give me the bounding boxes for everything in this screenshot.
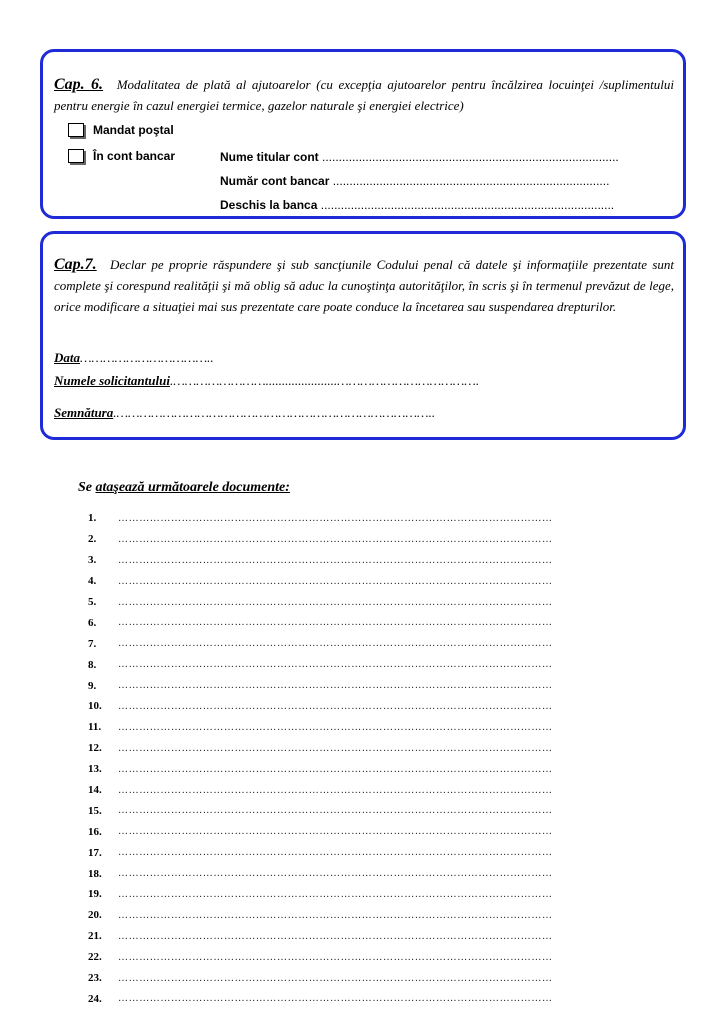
cap6-section	[40, 49, 686, 219]
attachments-title-underlined: ataşează următoarele documente:	[95, 480, 290, 495]
attachment-dots: ……………………………………………………………………………………………………………	[118, 617, 553, 629]
attachment-row[interactable]	[88, 884, 648, 905]
cap7-section	[40, 231, 686, 440]
attachment-row[interactable]	[88, 654, 648, 675]
attachment-row[interactable]	[88, 780, 648, 801]
attachment-number: 18.	[88, 867, 102, 880]
attachment-row[interactable]	[88, 905, 648, 926]
attachments-list	[88, 508, 648, 1009]
signature-label: Semnătura	[54, 405, 114, 420]
attachment-number: 1.	[88, 512, 97, 525]
attachment-number: 5.	[88, 596, 97, 608]
attachment-number: 12.	[88, 742, 102, 755]
attachment-dots: ……………………………………………………………………………………………………………	[118, 742, 553, 754]
attachment-dots: ……………………………………………………………………………………………………………	[118, 888, 553, 900]
attachment-dots: ……………………………………………………………………………………………………………	[118, 826, 553, 838]
attachment-row[interactable]	[88, 633, 648, 654]
attachment-dots: ……………………………………………………………………………………………………………	[118, 659, 553, 671]
attachment-dots: ……………………………………………………………………………………………………………	[118, 805, 553, 817]
attachments-title-prefix: Se	[78, 480, 96, 495]
attachment-dots: ……………………………………………………………………………………………………………	[118, 951, 553, 963]
attachment-number: 16.	[88, 825, 102, 838]
attachment-dots: ……………………………………………………………………………………………………………	[118, 972, 553, 984]
attachment-number: 13.	[88, 763, 102, 776]
attachment-dots: ……………………………………………………………………………………………………………	[118, 847, 553, 859]
attachment-row[interactable]	[88, 717, 648, 738]
attachment-row[interactable]	[88, 738, 648, 759]
attachment-number: 24.	[88, 992, 102, 1005]
applicant-name-dots: .……………………......................……………………………….	[169, 373, 480, 388]
account-holder-dots: .........................................................................................	[322, 150, 619, 164]
bank-account-label: În cont bancar	[93, 149, 176, 163]
account-holder-field[interactable]	[220, 150, 619, 164]
attachment-dots: ……………………………………………………………………………………………………………	[118, 512, 553, 524]
postal-order-label: Mandat poştal	[93, 123, 174, 137]
cap6-heading-text: Modalitatea de plată al ajutoarelor (cu excepţia ajutoarelor pentru încălzirea locuinţei /suplimentului pentru energie în cazul energiei termice, gazelor naturale şi energiei electrice)	[54, 77, 675, 113]
attachment-row[interactable]	[88, 988, 648, 1009]
attachment-row[interactable]	[88, 759, 648, 780]
attachment-dots: ……………………………………………………………………………………………………………	[118, 554, 553, 566]
attachment-dots: ……………………………………………………………………………………………………………	[118, 993, 553, 1005]
date-label: Data	[54, 350, 80, 365]
bank-account-option[interactable]	[68, 149, 175, 163]
attachment-row[interactable]	[88, 968, 648, 989]
attachment-row[interactable]	[88, 550, 648, 571]
attachment-number: 21.	[88, 930, 102, 943]
attachment-number: 19.	[88, 888, 102, 901]
date-dots: ……………………………..	[80, 350, 214, 365]
attachment-row[interactable]	[88, 842, 648, 863]
attachment-row[interactable]	[88, 529, 648, 550]
attachment-dots: ……………………………………………………………………………………………………………	[118, 930, 553, 942]
attachment-dots: ……………………………………………………………………………………………………………	[118, 909, 553, 921]
attachment-number: 6.	[88, 616, 97, 629]
attachment-number: 8.	[88, 658, 97, 671]
cap7-text: Declar pe proprie răspundere şi sub sancţiunile Codului penal că datele şi informaţiile prezentate sunt complete şi corespund realităţii şi mă oblig să aduc la cunoştinţa autorităţilor, în scris şi în termenul prevăzut de lege, orice modificare a situaţiei mai sus prezentate care poate conduce la încetarea sau suspendarea drepturilor.	[54, 257, 675, 314]
attachment-row[interactable]	[88, 571, 648, 592]
attachment-number: 7.	[88, 637, 97, 650]
attachment-row[interactable]	[88, 863, 648, 884]
cap7-number: Cap.7.	[54, 256, 97, 273]
date-field[interactable]	[54, 350, 214, 366]
attachment-dots: ……………………………………………………………………………………………………………	[118, 596, 553, 608]
attachment-number: 14.	[88, 784, 102, 797]
account-number-dots: ...................................................................................	[332, 174, 610, 188]
attachment-number: 11.	[88, 721, 102, 734]
attachment-dots: ……………………………………………………………………………………………………………	[118, 763, 553, 775]
postal-order-checkbox[interactable]	[68, 123, 84, 137]
applicant-name-label: Numele solicitantului	[54, 373, 170, 388]
attachment-number: 2.	[88, 533, 97, 546]
attachment-number: 23.	[88, 972, 102, 985]
signature-field[interactable]	[54, 405, 435, 421]
attachment-number: 17.	[88, 846, 102, 859]
attachment-dots: ……………………………………………………………………………………………………………	[118, 575, 553, 587]
bank-name-dots: ........................................................................................	[320, 198, 615, 212]
attachment-number: 4.	[88, 575, 97, 588]
attachment-number: 10.	[88, 700, 102, 713]
attachment-row[interactable]	[88, 696, 648, 717]
attachment-row[interactable]	[88, 508, 648, 529]
cap6-heading	[54, 74, 674, 116]
attachment-dots: ……………………………………………………………………………………………………………	[118, 784, 553, 796]
attachment-row[interactable]	[88, 592, 648, 613]
attachment-row[interactable]	[88, 675, 648, 696]
applicant-name-field[interactable]	[54, 373, 479, 389]
attachment-row[interactable]	[88, 947, 648, 968]
attachment-row[interactable]	[88, 612, 648, 633]
attachment-row[interactable]	[88, 821, 648, 842]
attachment-dots: ……………………………………………………………………………………………………………	[118, 638, 553, 650]
bank-name-label: Deschis la banca	[220, 198, 318, 212]
attachment-number: 9.	[88, 679, 97, 692]
attachment-number: 15.	[88, 804, 102, 817]
attachment-dots: ……………………………………………………………………………………………………………	[118, 721, 553, 733]
attachment-dots: ……………………………………………………………………………………………………………	[118, 700, 553, 712]
signature-dots: .………………………………………………………………………..	[113, 405, 436, 420]
attachment-number: 22.	[88, 951, 102, 964]
attachment-dots: ……………………………………………………………………………………………………………	[118, 868, 553, 880]
postal-order-option[interactable]	[68, 123, 174, 137]
bank-account-checkbox[interactable]	[68, 149, 84, 163]
attachment-number: 20.	[88, 909, 102, 922]
attachment-row[interactable]	[88, 800, 648, 821]
cap7-declaration	[54, 254, 674, 317]
attachment-number: 3.	[88, 554, 97, 567]
account-number-field[interactable]	[220, 174, 609, 188]
attachment-row[interactable]	[88, 926, 648, 947]
attachment-dots: ……………………………………………………………………………………………………………	[118, 533, 553, 545]
bank-name-field[interactable]	[220, 198, 614, 212]
cap6-number: Cap. 6.	[54, 76, 104, 93]
attachment-dots: ……………………………………………………………………………………………………………	[118, 680, 553, 692]
account-holder-label: Nume titular cont	[220, 150, 319, 164]
account-number-label: Număr cont bancar	[220, 174, 330, 188]
attachments-title	[78, 480, 290, 496]
